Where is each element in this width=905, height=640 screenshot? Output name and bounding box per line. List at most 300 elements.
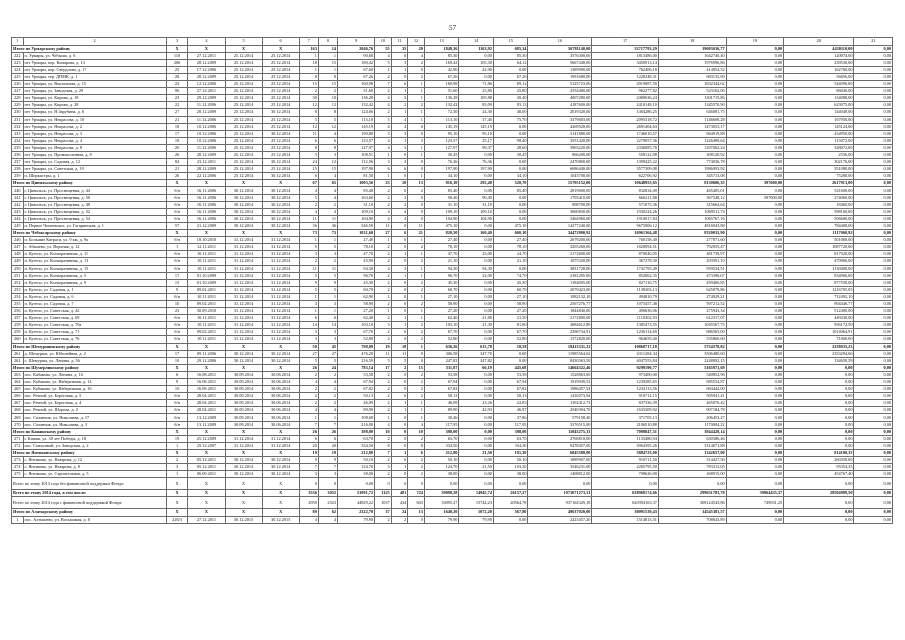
table-cell: 51,60 [338,88,375,95]
subtotal-row [12,478,893,490]
table-cell: 7 [299,421,318,428]
table-cell: 25.12.2009 [188,435,225,442]
table-cell: 144040,00 [784,109,854,116]
table-cell: 27,40 [493,237,528,244]
table-cell: 28.12.2009 [188,166,225,173]
table-cell: 26 [166,173,188,180]
table-cell: 31.12.2014 [262,286,299,293]
table-cell: 367548,12 [658,194,726,201]
column-number-cell: 6 [262,38,299,46]
table-cell: 15795152,00 [528,180,592,187]
table-cell: 308120,92 [658,152,726,159]
table-cell: 36 [299,222,318,229]
table-cell: 1 [375,414,392,421]
table-cell: 50 [299,343,318,350]
table-cell: 512400,00 [784,308,854,315]
table-cell: 30.12.2014 [225,201,262,208]
table-cell: 247,82 [424,357,459,364]
table-cell: 2 [166,457,188,464]
column-number-cell: 17 [592,38,658,46]
table-cell: 31.12.2014 [225,293,262,300]
table-cell: 2258035,23 [784,343,854,350]
table-cell: 31.12.2014 [225,336,262,343]
table-cell: 30.06.2014 [262,400,299,407]
table-cell: 16.11.2006 [188,215,225,222]
table-cell: 9 [318,457,337,464]
table-cell: 571075,36 [592,201,658,208]
table-cell: 25.12.2014 [225,130,262,137]
table-cell: 2 [375,457,392,464]
table-cell: 1 [408,343,425,350]
table-cell: 15 [299,81,318,88]
table-cell: 4 [299,187,318,194]
column-number-cell: 15 [493,38,528,46]
table-cell: 27,20 [424,308,459,315]
table-cell: 0,00 [493,123,528,130]
table-cell: 2 [318,386,337,393]
table-cell: 53,58 [338,371,375,378]
subtotal-row [12,230,893,237]
table-cell: 25 [166,66,188,73]
table-cell: 0,00 [854,371,893,378]
table-cell: 2336085,78 [592,144,658,151]
table-cell: 724 [408,490,425,497]
table-cell: 67,26 [424,73,459,80]
table-cell: 0 [391,435,408,442]
table-cell: 37,86 [493,414,528,421]
table-cell: пос. Кабаково, ул. Набережная, д. 16 [23,386,166,393]
table-cell: 50,10 [493,457,528,464]
table-cell: 273 [12,457,24,464]
table-cell: 496636,06 [592,308,658,315]
table-cell: 28.12.2009 [188,59,225,66]
table-cell: 0,00 [854,478,893,490]
table-cell: 3660830,00 [528,208,592,215]
table-cell: 0,00 [726,52,784,59]
table-cell: 2248092,15 [658,357,726,364]
table-cell: 3032 [318,490,337,497]
table-cell: 6 [391,230,408,237]
table-cell: 09.02.2011 [188,286,225,293]
table-cell: 0 [391,222,408,229]
table-cell: 132,42 [338,102,375,109]
table-cell: 0,00 [459,478,494,490]
table-cell: 0,00 [726,329,784,336]
table-cell: 9 [299,109,318,116]
table-cell: 0 [408,66,425,73]
table-cell: 0,00 [854,95,893,102]
table-cell: 3376515,00 [528,421,592,428]
table-cell: 2 [408,457,425,464]
table-cell: 6 [391,166,408,173]
table-cell: 14 [299,322,318,329]
table-cell: 60,70 [338,286,375,293]
table-cell: 06.09.2011 [188,471,225,478]
table-cell: 567,80 [493,509,528,516]
table-cell: 29.12.2009 [188,95,225,102]
table-cell: 0 [391,386,408,393]
table-cell: 10 [166,357,188,364]
table-cell: 31.12.2014 [225,272,262,279]
table-cell: 910712,15 [592,393,658,400]
table-cell: 30.12.2014 [225,471,262,478]
table-cell: 0,00 [459,442,494,449]
table-cell: 2 [408,244,425,251]
table-row [12,88,893,95]
table-cell: X [262,490,299,497]
table-cell: 1075320,00 [528,258,592,265]
table-cell: 1 [318,66,337,73]
table-cell: 0,00 [784,379,854,386]
table-cell: 11 [375,350,392,357]
table-cell: 30.09.2010 [188,308,225,315]
table-cell: 2 [375,407,392,414]
table-cell: 25.12.2014 [262,123,299,130]
table-cell: 1528863,00 [528,371,592,378]
table-cell: 1 [408,116,425,123]
table-cell: 0,00 [726,464,784,471]
table-cell: 5 [375,59,392,66]
table-cell: 25.12.2014 [225,59,262,66]
table-cell: 89,12 [493,81,528,88]
table-cell: 299631783,78 [658,490,726,497]
table-cell: 163,60 [338,194,375,201]
table-cell: 0,00 [854,350,893,357]
table-cell: 814100,35 [784,449,854,456]
table-cell: 11 [299,215,318,222]
table-cell: 50,10 [424,457,459,464]
table-cell: 0,00 [854,400,893,407]
table-cell: 2 [408,102,425,109]
table-cell: 21,10 [424,258,459,265]
table-cell: 0,00 [726,509,784,516]
table-cell: 959534,51 [658,265,726,272]
table-cell: 2410148,10 [592,102,658,109]
table-cell: 16961364,48 [592,230,658,237]
table-cell: 0,00 [854,215,893,222]
table-cell: 162760,00 [784,66,854,73]
table-cell: 30,46 [424,414,459,421]
table-cell: 243 [12,208,24,215]
table-cell: 334,50 [338,442,375,449]
table-cell: 0,00 [854,152,893,159]
table-cell: 35 [391,45,408,52]
table-cell: 0,00 [784,478,854,490]
table-cell: 21,50 [493,315,528,322]
table-cell: 6 [318,137,337,144]
table-cell: 1 [408,251,425,258]
table-cell: п. Кугеси, ул. Садовая, д. 1 [23,286,166,293]
table-cell: п. Первое Чемеевское, ул. Гагаринская, д. 1 [23,222,166,229]
table-cell: 24 [391,509,408,516]
table-cell: 3 [299,251,318,258]
table-cell: 0,00 [784,414,854,421]
table-cell: 30.12.2014 [262,350,299,357]
table-cell: 60,70 [493,286,528,293]
page-number: 57 [449,24,456,32]
table-cell: 0 [391,457,408,464]
table-cell: 820,50 [424,230,459,237]
table-cell: 1 [408,237,425,244]
table-row [12,201,893,208]
table-cell: 38,00 [424,471,459,478]
table-cell: 53,58 [493,371,528,378]
table-cell: 0,00 [459,379,494,386]
table-cell: 306,58 [424,350,459,357]
table-cell: 242 [12,201,24,208]
table-cell: 2 [408,471,425,478]
table-cell: 2 [391,364,408,371]
table-cell: 248 [12,251,24,258]
table-cell: 351080,00 [784,166,854,173]
table-cell: 2 [375,251,392,258]
column-number-cell: 14 [459,38,494,46]
table-cell: 894446,77 [784,300,854,307]
table-cell: с. Янтиково, ул. Назарова, д. 8 [23,464,166,471]
table-cell: 476,20 [338,350,375,357]
table-cell: 1 [391,322,408,329]
table-cell: 0,00 [459,308,494,315]
table-cell: 267 [12,400,24,407]
table-cell: 2 [318,88,337,95]
table-cell: п. Кугеси, ул. Советская, д. 42 [23,308,166,315]
table-cell: 17.12.2006 [188,66,225,73]
table-cell: 1 [299,52,318,59]
subtotal-label: Итого по Шемуршинскому району [12,343,167,350]
table-cell: 30.06.2014 [262,371,299,378]
table-cell: 0 [391,244,408,251]
table-cell: 774036,78 [658,159,726,166]
table-cell: 275943,34 [658,308,726,315]
table-cell: X [166,449,188,456]
table-cell: 8320035,90 [658,230,726,237]
table-cell: 5 [375,357,392,364]
table-cell: 25,80 [493,88,528,95]
table-cell: 3379683,00 [528,116,592,123]
table-cell: 241 [12,194,24,201]
table-cell: 65 [318,180,337,187]
table-cell: 1 [391,88,408,95]
table-cell: 0,00 [459,435,494,442]
table-cell: 1633309,92 [592,407,658,414]
table-cell: 103,10 [424,322,459,329]
table-cell: 816,10 [424,180,459,187]
table-cell: 0 [408,201,425,208]
table-row [12,357,893,364]
table-cell: 852662,35 [592,272,658,279]
table-cell: 0,00 [726,343,784,350]
table-cell: 3 [391,265,408,272]
table-cell: 1991680,00 [528,73,592,80]
table-cell: 28,60 [493,144,528,151]
table-cell: 0,00 [854,449,893,456]
table-cell: 6 [166,371,188,378]
table-cell: 216,00 [338,421,375,428]
table-cell: 34,10 [493,173,528,180]
table-cell: 0,00 [459,421,494,428]
table-cell: 2 [375,336,392,343]
table-cell: 0 [408,166,425,173]
table-cell: 0,00 [854,490,893,497]
table-cell: 56656,00 [784,73,854,80]
table-cell: 3576300,00 [528,52,592,59]
table-cell: 238 [12,166,24,173]
table-cell: 2819600,00 [528,187,592,194]
table-cell: 25.12.2014 [225,144,262,151]
table-cell: 907184,78 [658,407,726,414]
table-cell: 2 [375,194,392,201]
table-cell: 7 [299,464,318,471]
table-cell: 398,00 [493,428,528,435]
table-cell: пос. Речной, ул. Береговая, д. 5 [23,393,166,400]
table-cell: 1 [299,308,318,315]
table-cell: 11 [318,215,337,222]
table-cell: 31.12.2014 [225,258,262,265]
table-cell: 252 [12,279,24,286]
table-cell: 25.12.2014 [262,102,299,109]
table-cell: 5 [299,194,318,201]
table-cell: 4 [299,379,318,386]
table-cell: 3 [318,336,337,343]
table-cell: 11.12.2006 [188,116,225,123]
table-cell: 1813486,00 [592,52,658,59]
table-cell: 1 [299,66,318,73]
table-cell: 89 [299,509,318,516]
table-cell: X [262,180,299,187]
table-cell: 0 [391,152,408,159]
table-cell: 09.02.2011 [188,300,225,307]
table-cell: 17 [166,272,188,279]
table-cell: 12 [299,102,318,109]
table-cell: 39098,28 [424,490,459,497]
table-cell: 827116,75 [592,279,658,286]
table-cell: 762406,18 [592,66,658,73]
table-cell: 1404286,25 [592,109,658,116]
table-cell: 1 [408,95,425,102]
table-cell: 1919949,52 [528,379,592,386]
table-cell: 0,00 [459,237,494,244]
table-cell: 783313,05 [658,464,726,471]
table-cell: 15 [408,364,425,371]
table-cell: 10 [375,428,392,435]
table-cell: 13.12.2009 [188,421,225,428]
table-cell: 1065767,16 [658,215,726,222]
table-cell: 0,00 [726,471,784,478]
table-cell: 1 [375,66,392,73]
table-cell: 21,10 [493,258,528,265]
table-cell: 0,00 [726,45,784,52]
table-cell: 3577309,08 [592,166,658,173]
table-cell: 0,00 [726,293,784,300]
table-cell: 5 [391,357,408,364]
table-cell: 454767,40 [784,471,854,478]
table-cell: 31.12.2014 [262,279,299,286]
table-cell: 67,94 [493,379,528,386]
table-cell: 1889907,00 [528,457,592,464]
table-cell: 167950,00 [784,116,854,123]
table-cell: 2567276,77 [528,300,592,307]
table-cell: 244 [12,215,24,222]
table-cell: пос. Саланчик, ул. Николаева, д. 17 [23,414,166,421]
table-cell: 0,00 [658,478,726,490]
table-cell: п. Урмары, ул. Чебыша, д. 6 [23,52,166,59]
table-cell: 2265795,50 [592,464,658,471]
table-cell: 0,00 [854,509,893,516]
table-cell: 89,90 [424,407,459,414]
table-cell: 0,00 [726,102,784,109]
table-cell: 42,93 [459,407,494,414]
table-cell: 84 [166,159,188,166]
table-cell: 0,00 [854,81,893,88]
subtotal-label: Итого по Чебоксарскому району [12,230,167,237]
table-cell: 9 [299,279,318,286]
column-number-cell: 10 [375,38,392,46]
table-cell: 250 [12,265,24,272]
table-row [12,315,893,322]
table-cell: 6 [299,173,318,180]
table-cell: X [188,45,225,52]
table-cell: 134650,59 [784,357,854,364]
table-cell: 216,59 [338,357,375,364]
table-cell: 0,00 [459,152,494,159]
table-cell: 2 [408,371,425,378]
table-cell: 0,00 [726,379,784,386]
table-cell: 57 [166,222,188,229]
table-cell: пгт Урмары, ул. Некрасова, д. 4 [23,137,166,144]
table-cell: пос. Кабаково, ул. Набережная, д. 14 [23,379,166,386]
table-cell: б/н [166,293,188,300]
table-cell: 0,00 [854,343,893,350]
table-cell: X [188,509,225,516]
table-cell: пгт Урмары, ул. Промышленная, д. 8 [23,152,166,159]
table-cell: 2 [408,279,425,286]
table-cell: 479960,00 [784,258,854,265]
table-cell: 45,90 [338,258,375,265]
table-cell: 264 [12,379,24,386]
table-row [12,516,893,523]
table-cell: 58,90 [338,300,375,307]
table-cell: б/н [166,336,188,343]
table-cell: X [262,343,299,350]
table-cell: 4 [318,173,337,180]
table-cell: 1 [318,237,337,244]
table-cell: 646081,75 [658,109,726,116]
table-cell: X [225,230,262,237]
table-cell: 685554,87 [658,379,726,386]
table-cell: пгт Урмары, ул. Советская, д. 19 [23,166,166,173]
table-cell: 544090,00 [784,81,854,88]
table-cell: 4 [299,407,318,414]
table-cell: 206453,27 [658,414,726,421]
table-cell: 4816943,88 [658,222,726,229]
table-cell: 3 [391,59,408,66]
table-cell: 0 [299,478,318,490]
table-cell: 0,00 [726,279,784,286]
table-cell: 256 [12,308,24,315]
table-cell: пгт Урмары, ул. Вокзальная, д. 15 [23,81,166,88]
table-cell: 22,00 [459,272,494,279]
table-cell: 4 [375,102,392,109]
table-cell: 612317,07 [658,315,726,322]
table-cell: 160,98 [338,81,375,88]
table-cell: 239530,00 [784,59,854,66]
table-cell: 1075457,48 [592,300,658,307]
table-cell: 20 [299,442,318,449]
table-cell: 0,00 [784,509,854,516]
table-cell: 0,00 [854,116,893,123]
table-cell: 962277,82 [592,88,658,95]
table-cell: 1572820,00 [528,336,592,343]
